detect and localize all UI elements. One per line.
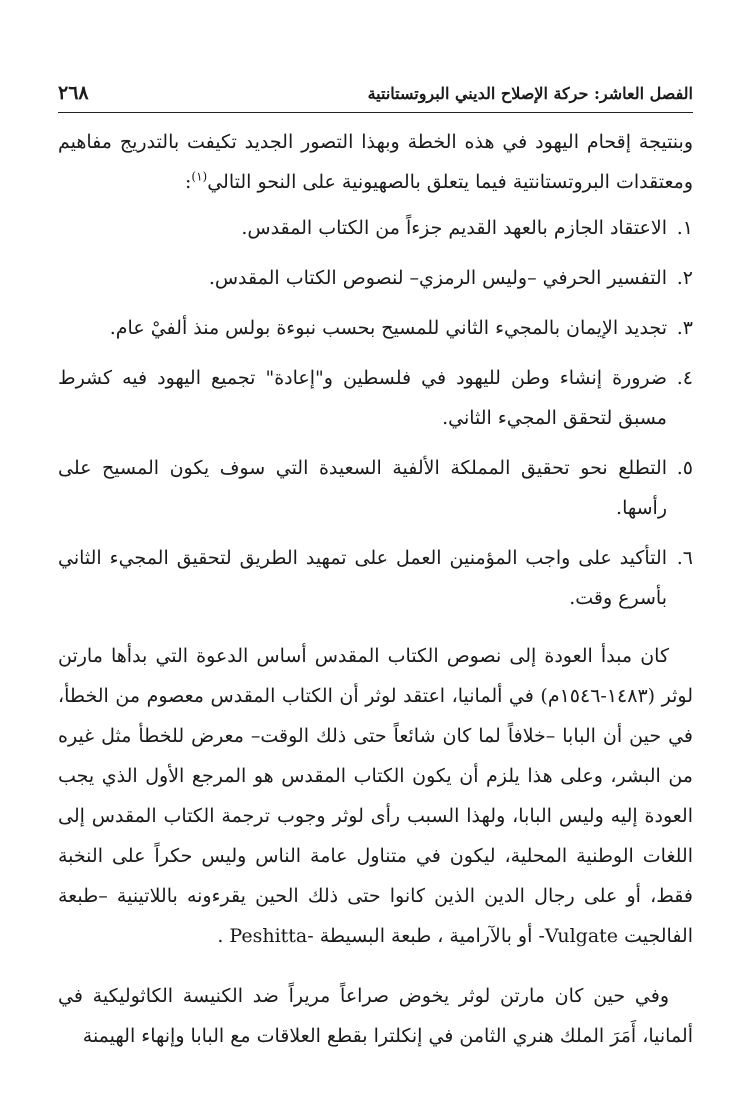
list-item [58,208,693,248]
intro-paragraph [58,122,693,202]
list-item-text: التفسير الحرفي –وليس الرمزي– لنصوص الكتاب المقدس. [208,267,667,289]
running-header [58,78,693,113]
list-item [58,258,693,298]
list-item-number: ٥. [676,457,693,479]
beliefs-list [58,208,693,618]
list-item-text: التطلع نحو تحقيق المملكة الألفية السعيدة التي سوف يكون المسيح على رأسها. [58,457,667,519]
page-number: ٢٦٨ [58,82,89,104]
list-item-number: ٤. [676,367,693,389]
chapter-title: الفصل العاشر: حركة الإصلاح الديني البروتستانتية [367,84,693,103]
page-body [58,122,693,1056]
list-item [58,448,693,528]
body-paragraph-luther: كان مبدأ العودة إلى نصوص الكتاب المقدس أساس الدعوة التي بدأها مارتن لوثر (١٤٨٣-١٥٤٦م) في ألمانيا، اعتقد لوثر أن الكتاب المقدس معصوم من الخطأ، في حين أن البابا –خلافاً لما كان شائعاً حتى ذلك الوقت– معرض للخطأ مثل غيره من البشر، وعلى هذا يلزم أن يكون الكتاب المقدس هو المرجع الأول الذي يجب العودة إليه وليس البابا، ولهذا السبب رأى لوثر وجوب ترجمة الكتاب المقدس إلى اللغات الوطنية المحلية، ليكون في متناول عامة الناس وليس حكراً على النخبة فقط، أو على رجال الدين الذين كانوا حتى ذلك الحين يقرءونه باللاتينية –طبعة الفالجيت ‎-Vulgate‎ أو بالآرامية ، طبعة البسيطة ‎. Peshitta-‎ [58,645,694,947]
list-item [58,308,693,348]
list-item-text: التأكيد على واجب المؤمنين العمل على تمهيد الطريق لتحقيق المجيء الثاني بأسرع وقت. [58,547,668,609]
intro-colon: : [184,171,192,193]
intro-text: وبنتيجة إقحام اليهود في هذه الخطة وبهذا التصور الجديد تكيفت بالتدريج مفاهيم ومعتقدات البروتستانتية فيما يتعلق بالصهيونية على النحو التالي [58,131,693,193]
list-item-number: ٢. [676,267,693,289]
list-item-text: ضرورة إنشاء وطن لليهود في فلسطين و"إعادة" تجميع اليهود فيه كشرط مسبق لتحقق المجيء الثاني. [58,367,667,429]
footnote-reference[interactable]: (١) [191,169,208,184]
list-item-number: ١. [676,217,693,239]
list-item-text: تجديد الإيمان بالمجيء الثاني للمسيح بحسب نبوءة بولس منذ ألفيْ عام. [109,317,667,339]
list-item [58,538,693,618]
body-paragraph-henry: وفي حين كان مارتن لوثر يخوض صراعاً مريراً ضد الكنيسة الكاثوليكية في ألمانيا، أَمَرَ الملك هنري الثامن في إنكلترا بقطع العلاقات مع البابا وإنهاء الهيمنة [58,985,693,1047]
list-item-text: الاعتقاد الجازم بالعهد القديم جزءاً من الكتاب المقدس. [241,217,667,239]
list-item [58,358,693,438]
list-item-number: ٦. [676,547,693,569]
list-item-number: ٣. [676,317,693,339]
